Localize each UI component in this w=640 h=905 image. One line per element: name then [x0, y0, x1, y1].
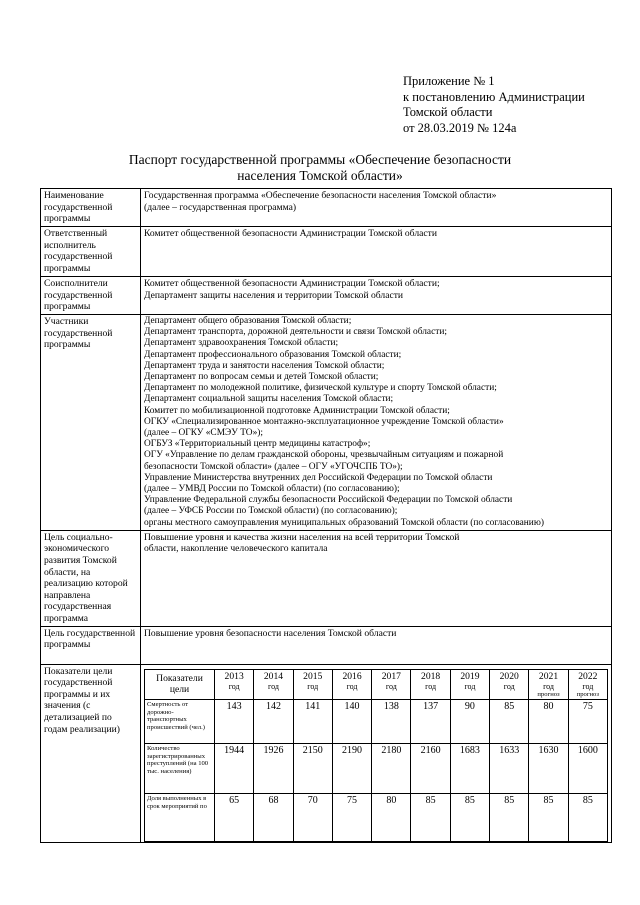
indicator-value: 75 — [332, 794, 371, 842]
indicator-value: 137 — [411, 700, 450, 744]
content-line: Департамент труда и занятости населения Томской области; — [144, 360, 385, 371]
row-label: Ответственный исполнитель государственной программы — [41, 227, 141, 277]
year-unit: год — [385, 681, 397, 691]
content-line: органы местного самоуправления муниципальных образований Томской области (по согласованию) — [144, 517, 544, 528]
content-line: Управление Министерства внутренних дел Российской Федерации по Томской области — [144, 472, 493, 483]
indicator-value: 143 — [215, 700, 254, 744]
year-value: 2018 — [421, 670, 441, 682]
row-program-name — [41, 189, 612, 227]
row-label: Цель социально-экономического развития Томской области, на реализацию которой направлена государственная программа — [41, 530, 141, 626]
row-executor — [41, 227, 612, 277]
content-line: Комитет по мобилизационной подготовке Администрации Томской области; — [144, 405, 450, 416]
row-label: Соисполнители государственной программы — [41, 277, 141, 315]
indicator-value: 2180 — [372, 744, 411, 794]
document-title — [0, 152, 640, 184]
indicator-row — [145, 794, 608, 842]
content-line: Комитет общественной безопасности Администрации Томской области; — [144, 278, 440, 289]
year-header — [293, 669, 332, 700]
row-content — [141, 664, 612, 843]
year-unit: год — [267, 681, 279, 691]
row-label: Наименование государственной программы — [41, 189, 141, 227]
row-label: Показатели цели государственной программы и их значения (с детализацией по годам реализации) — [41, 664, 141, 843]
indicator-value: 1944 — [215, 744, 254, 794]
content-line: Управление Федеральной службы безопасности Российской Федерации по Томской области — [144, 495, 513, 506]
content-line: (далее – государственная программа) — [144, 201, 297, 213]
indicator-value: 75 — [568, 700, 607, 744]
row-content — [141, 189, 612, 227]
year-value: 2022 — [578, 670, 598, 682]
indicator-value: 80 — [529, 700, 568, 744]
year-header — [411, 669, 450, 700]
indicator-value: 90 — [450, 700, 489, 744]
indicator-value: 85 — [490, 794, 529, 842]
content-line: Департамент социальной защиты населения Томской области; — [144, 394, 394, 405]
year-header — [254, 669, 293, 700]
year-unit: год — [346, 681, 358, 691]
indicator-value: 140 — [332, 700, 371, 744]
row-label: Цель государственной программы — [41, 626, 141, 664]
indicator-name: Количество зарегистрированных преступлений (на 100 тыс. населения) — [145, 744, 215, 794]
row-content — [141, 530, 612, 626]
content-line: ОГКУ «Специализированное монтажно-эксплуатационное учреждение Томской области» — [144, 416, 504, 427]
indicator-value: 85 — [490, 700, 529, 744]
year-unit: год — [543, 681, 554, 691]
row-goal-social — [41, 530, 612, 626]
indicator-value: 70 — [293, 794, 332, 842]
year-unit: год — [503, 681, 515, 691]
content-line: ОГБУЗ «Территориальный центр медицины катастроф»; — [144, 439, 371, 450]
content-line: Государственная программа «Обеспечение безопасности населения Томской области» — [144, 190, 497, 201]
indicator-value: 142 — [254, 700, 293, 744]
year-unit: год — [425, 681, 437, 691]
row-label: Участники государственной программы — [41, 315, 141, 531]
passport-table — [40, 188, 612, 843]
row-goal — [41, 626, 612, 664]
indicator-value: 85 — [450, 794, 489, 842]
title-line: населения Томской области» — [237, 168, 403, 183]
indicator-value: 2190 — [332, 744, 371, 794]
content-line: Департамент профессионального образования Томской области; — [144, 349, 402, 360]
indicator-value: 85 — [529, 794, 568, 842]
title-line: Паспорт государственной программы «Обеспечение безопасности — [128, 152, 512, 167]
indicator-value: 2150 — [293, 744, 332, 794]
row-indicators — [41, 664, 612, 843]
content-line: Комитет общественной безопасности Администрации Томской области — [144, 228, 437, 239]
content-line: Департамент транспорта, дорожной деятельности и связи Томской области; — [144, 327, 447, 338]
annex-line: к постановлению Администрации — [403, 89, 585, 104]
forecast-label: прогноз — [576, 690, 599, 698]
annex-block — [403, 74, 585, 136]
content-line: области, накопление человеческого капитала — [144, 543, 328, 555]
content-line: (далее – УМВД России по Томской области) (по согласованию); — [144, 484, 400, 495]
year-unit: год — [464, 681, 476, 691]
indicator-name: Смертность от дорожно-транспортных происшествий (чел.) — [145, 700, 215, 744]
indicators-header-label: Показатели цели — [145, 669, 215, 700]
year-unit: год — [228, 681, 240, 691]
year-value: 2019 — [460, 670, 480, 682]
indicator-value: 1633 — [490, 744, 529, 794]
year-header — [450, 669, 489, 700]
content-line: Департамент по вопросам семьи и детей Томской области; — [144, 372, 379, 383]
indicator-value: 2160 — [411, 744, 450, 794]
indicator-row — [145, 700, 608, 744]
row-content — [141, 315, 612, 531]
indicator-value: 1683 — [450, 744, 489, 794]
year-value: 2020 — [499, 670, 519, 682]
year-value: 2017 — [381, 670, 401, 682]
content-line: Департамент общего образования Томской области; — [144, 316, 352, 326]
year-header — [490, 669, 529, 700]
content-line: Повышение уровня и качества жизни населения на всей территории Томской — [144, 531, 460, 543]
indicator-value: 138 — [372, 700, 411, 744]
content-line: безопасности Томской области» (далее – ОГУ «УГОЧСПБ ТО»); — [144, 461, 403, 472]
content-line: Повышение уровня безопасности населения Томской области — [144, 627, 397, 639]
year-header — [372, 669, 411, 700]
indicator-value: 141 — [293, 700, 332, 744]
year-value: 2021 — [538, 670, 559, 682]
indicator-value: 80 — [372, 794, 411, 842]
year-value: 2013 — [224, 670, 244, 682]
year-header — [215, 669, 254, 700]
year-header — [568, 669, 607, 700]
row-content — [141, 227, 612, 277]
year-header — [332, 669, 371, 700]
indicators-table — [144, 669, 608, 843]
year-value: 2015 — [303, 670, 323, 682]
annex-line: от 28.03.2019 № 124а — [403, 120, 517, 135]
year-header — [529, 669, 568, 700]
year-value: 2016 — [342, 670, 362, 682]
content-line: Департамент защиты населения и территории Томской области — [144, 289, 404, 301]
indicator-value: 65 — [215, 794, 254, 842]
content-line: ОГУ «Управление по делам гражданской обороны, чрезвычайным ситуациям и пожарной — [144, 450, 504, 461]
row-content — [141, 626, 612, 664]
indicator-row — [145, 744, 608, 794]
indicators-header-row — [145, 669, 608, 700]
row-participants — [41, 315, 612, 531]
content-line: (далее – УФСБ России по Томской области) (по согласованию); — [144, 506, 398, 517]
indicator-value: 1630 — [529, 744, 568, 794]
year-unit: год — [307, 681, 319, 691]
annex-line: Томской области — [403, 105, 493, 119]
annex-line: Приложение № 1 — [403, 74, 495, 88]
indicator-value: 68 — [254, 794, 293, 842]
row-content — [141, 277, 612, 315]
content-line: Департамент по молодежной политике, физической культуре и спорту Томской области; — [144, 383, 497, 394]
forecast-label: прогноз — [537, 690, 560, 698]
indicator-value: 85 — [411, 794, 450, 842]
indicator-value: 85 — [568, 794, 607, 842]
indicator-value: 1600 — [568, 744, 607, 794]
indicator-name: Доля выполненных в срок мероприятий по — [145, 794, 215, 842]
content-line: Департамент здравоохранения Томской области; — [144, 338, 339, 349]
content-line: (далее – ОГКУ «СМЭУ ТО»); — [144, 428, 263, 439]
indicator-value: 1926 — [254, 744, 293, 794]
year-value: 2014 — [263, 670, 284, 682]
year-unit: год — [582, 681, 594, 691]
row-co-executors — [41, 277, 612, 315]
